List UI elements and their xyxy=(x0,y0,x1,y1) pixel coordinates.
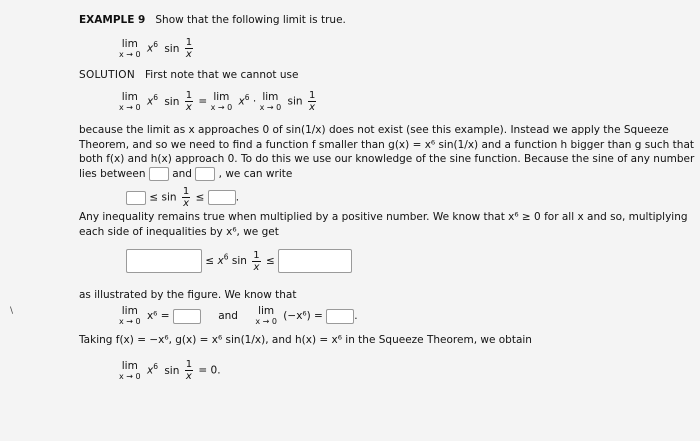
fraction: $\frac{1}{x}$ xyxy=(185,37,193,60)
product-dot: · xyxy=(252,95,257,108)
equals-sign: = xyxy=(198,95,208,108)
answer-box-scaled-left[interactable] xyxy=(126,249,202,273)
paragraph-line: each side of inequalities by x⁶, we get xyxy=(79,225,279,238)
taking-line: Taking f(x) = −x⁶, g(x) = x⁶ sin(1/x), and h(x) = x⁶ in the Squeeze Theorem, we obtain xyxy=(79,334,532,346)
paragraph-line: both f(x) and h(x) approach 0. To do this we use our knowledge of the sine function. Because the sine of any number xyxy=(79,153,695,166)
answer-box-inequality-left[interactable] xyxy=(126,191,146,205)
paragraph-line: Any inequality remains true when multiplied by a positive number. We know that x⁶ ≥ 0 for all x and so, multiplying xyxy=(79,211,688,223)
margin-mark: \ xyxy=(10,306,14,316)
answer-box-limit-neg-x6[interactable] xyxy=(326,309,354,324)
result-expression: lim x → 0 $x^6$ sin $\frac{1}{x}$ = 0. xyxy=(119,359,221,382)
explanation-paragraph xyxy=(79,123,694,181)
limit-expression-1 xyxy=(119,37,195,60)
inequality-2: ≤ $x^6$ sin $\frac{1}{x}$ ≤ xyxy=(126,249,352,273)
paragraph-line: Theorem, and so we need to find a function f smaller than g(x) = x⁶ sin(1/x) and a function h bigger than g such that xyxy=(79,138,694,151)
solution-intro: First note that we cannot use xyxy=(145,69,299,81)
multiplication-paragraph xyxy=(79,210,688,239)
example-statement: Show that the following limit is true. xyxy=(155,14,346,26)
example-heading xyxy=(79,13,346,27)
answer-box-scaled-right[interactable] xyxy=(278,249,352,273)
x-term: x xyxy=(146,42,154,55)
paragraph-line: because the limit as x approaches 0 of sin(1/x) does not exist (see this example). Instead we apply the Squeeze xyxy=(79,124,669,136)
answer-box-lower-sine[interactable] xyxy=(149,167,169,181)
solution-label: SOLUTION xyxy=(79,69,135,81)
example-label: EXAMPLE 9 xyxy=(79,14,146,26)
paragraph-line: lies between and , we can write xyxy=(79,167,293,180)
answer-box-inequality-right[interactable] xyxy=(208,190,236,205)
sin-word: sin xyxy=(164,42,180,55)
lim-word: lim xyxy=(121,37,138,50)
answer-box-upper-sine[interactable] xyxy=(195,167,215,181)
limit-expression-2: lim x → 0 $x^6$ sin $\frac{1}{x}$ = lim x → 0 $x^6$ · lim x → 0 sin $\frac{1}{x}$ xyxy=(119,90,316,113)
inequality-1: ≤ sin $\frac{1}{x}$ ≤ . xyxy=(126,186,239,209)
solution-line xyxy=(79,68,298,82)
lim-subscript: x → 0 xyxy=(119,49,141,59)
figure-note: as illustrated by the figure. We know that xyxy=(79,289,297,301)
exponent: 6 xyxy=(153,40,158,49)
answer-box-limit-x6[interactable] xyxy=(173,309,201,324)
known-limits: lim x → 0 x⁶ = and lim x → 0 (−x⁶) = . xyxy=(119,305,358,326)
